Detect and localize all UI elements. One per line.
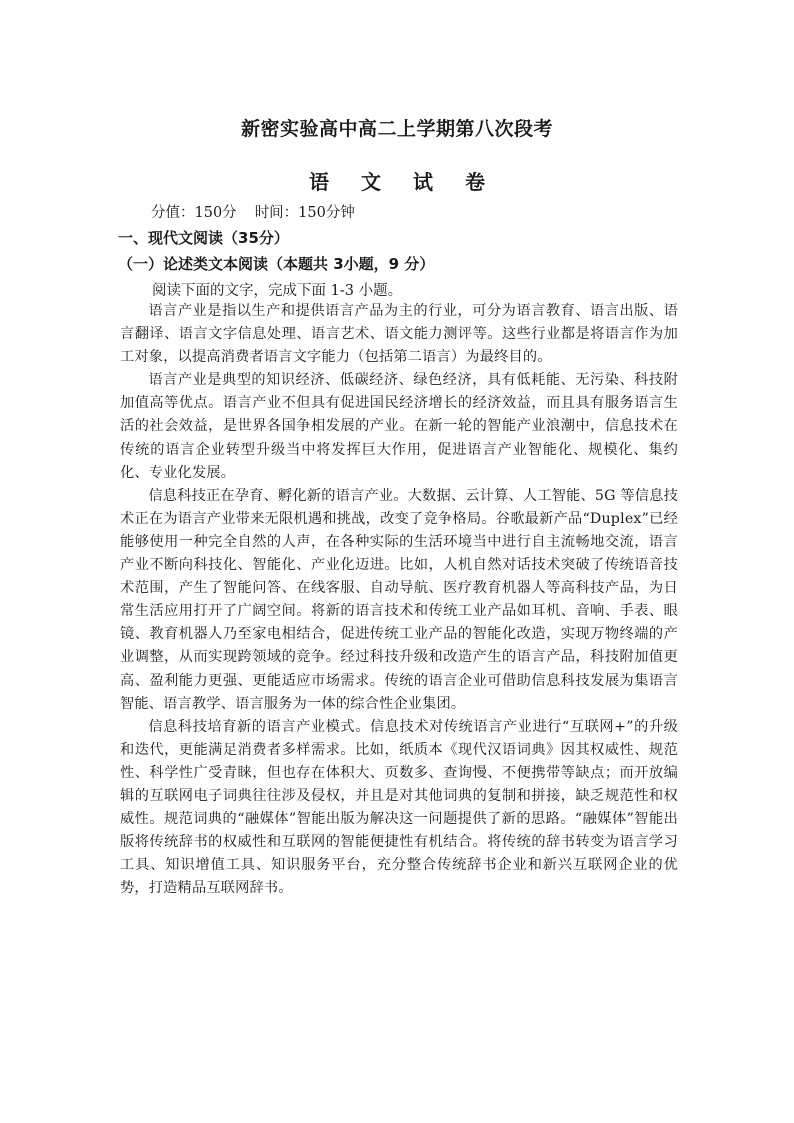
score-info: 分值：150分: [151, 205, 237, 221]
passage-paragraph: 语言产业是典型的知识经济、低碳经济、绿色经济，具有低耗能、无污染、科技附加值高等优点。语言产业不但具有促进国民经济增长的经济效益，而且具有服务语言生活的社会效益，是世界各国争相发展的产业。在新一轮的智能产业浪潮中，信息技术在传统的语言企业转型升级当中将发挥巨大作用，促进语言产业智能化、规模化、集约化、专业化发展。: [120, 372, 678, 481]
reading-instruction: 阅读下面的文字，完成下面 1-3 小题。: [152, 283, 403, 299]
exam-meta: [151, 201, 355, 222]
subsection-heading: （一）论述类文本阅读（本题共 3小题，9 分）: [118, 255, 435, 273]
exam-subtitle: 语文试卷: [309, 170, 517, 194]
time-info: 时间：150分钟: [254, 205, 355, 221]
passage-paragraph: 信息科技培育新的语言产业模式。信息技术对传统语言产业进行“互联网+”的升级和迭代，更能满足消费者多样需求。比如，纸质本《现代汉语词典》因其权威性、规范性、科学性广受青睐，但也存在体积大、页数多、查询慢、不便携带等缺点；而开放编辑的互联网电子词典往往涉及侵权，并且是对其他词典的复制和拼接，缺乏规范性和权威性。规范词典的“融媒体”智能出版为解决这一问题提供了新的思路。“融媒体”智能出版将传统辞书的权威性和互联网的智能便捷性有机结合。将传统的辞书转变为语言学习工具、知识增值工具、知识服务平台，充分整合传统辞书企业和新兴互联网企业的优势，打造精品互联网辞书。: [120, 718, 678, 897]
exam-title: 新密实验高中高二上学期第八次段考: [240, 118, 553, 140]
passage-paragraph: 语言产业是指以生产和提供语言产品为主的行业，可分为语言教育、语言出版、语言翻译、语言文字信息处理、语言艺术、语文能力测评等。这些行业都是将语言作为加工对象，以提高消费者语言文字能力（包括第二语言）为最终目的。: [120, 303, 678, 366]
passage-body: [120, 300, 678, 900]
passage-paragraph: 信息科技正在孕育、孵化新的语言产业。大数据、云计算、人工智能、5G 等信息技术正在为语言产业带来无限机遇和挑战，改变了竞争格局。谷歌最新产品“Duplex”已经能够使用一种完全自然的人声，在各种实际的生活环境当中进行自主流畅地交流，语言产业不断向科技化、智能化、产业化迈进。比如，人机自然对话技术突破了传统语音技术范围，产生了智能问答、在线客服、自动导航、医疗教育机器人等高科技产品，为日常生活应用打开了广阔空间。将新的语言技术和传统工业产品如耳机、音响、手表、眼镜、教育机器人乃至家电相结合，促进传统工业产品的智能化改造，实现万物终端的产业调整，从而实现跨领域的竞争。经过科技升级和改造产生的语言产品，科技附加值更高、盈利能力更强、更能适应市场需求。传统的语言企业可借助信息科技发展为集语言智能、语言教学、语言服务为一体的综合性企业集团。: [120, 487, 678, 712]
section-heading: 一、现代文阅读（35分）: [118, 229, 289, 247]
